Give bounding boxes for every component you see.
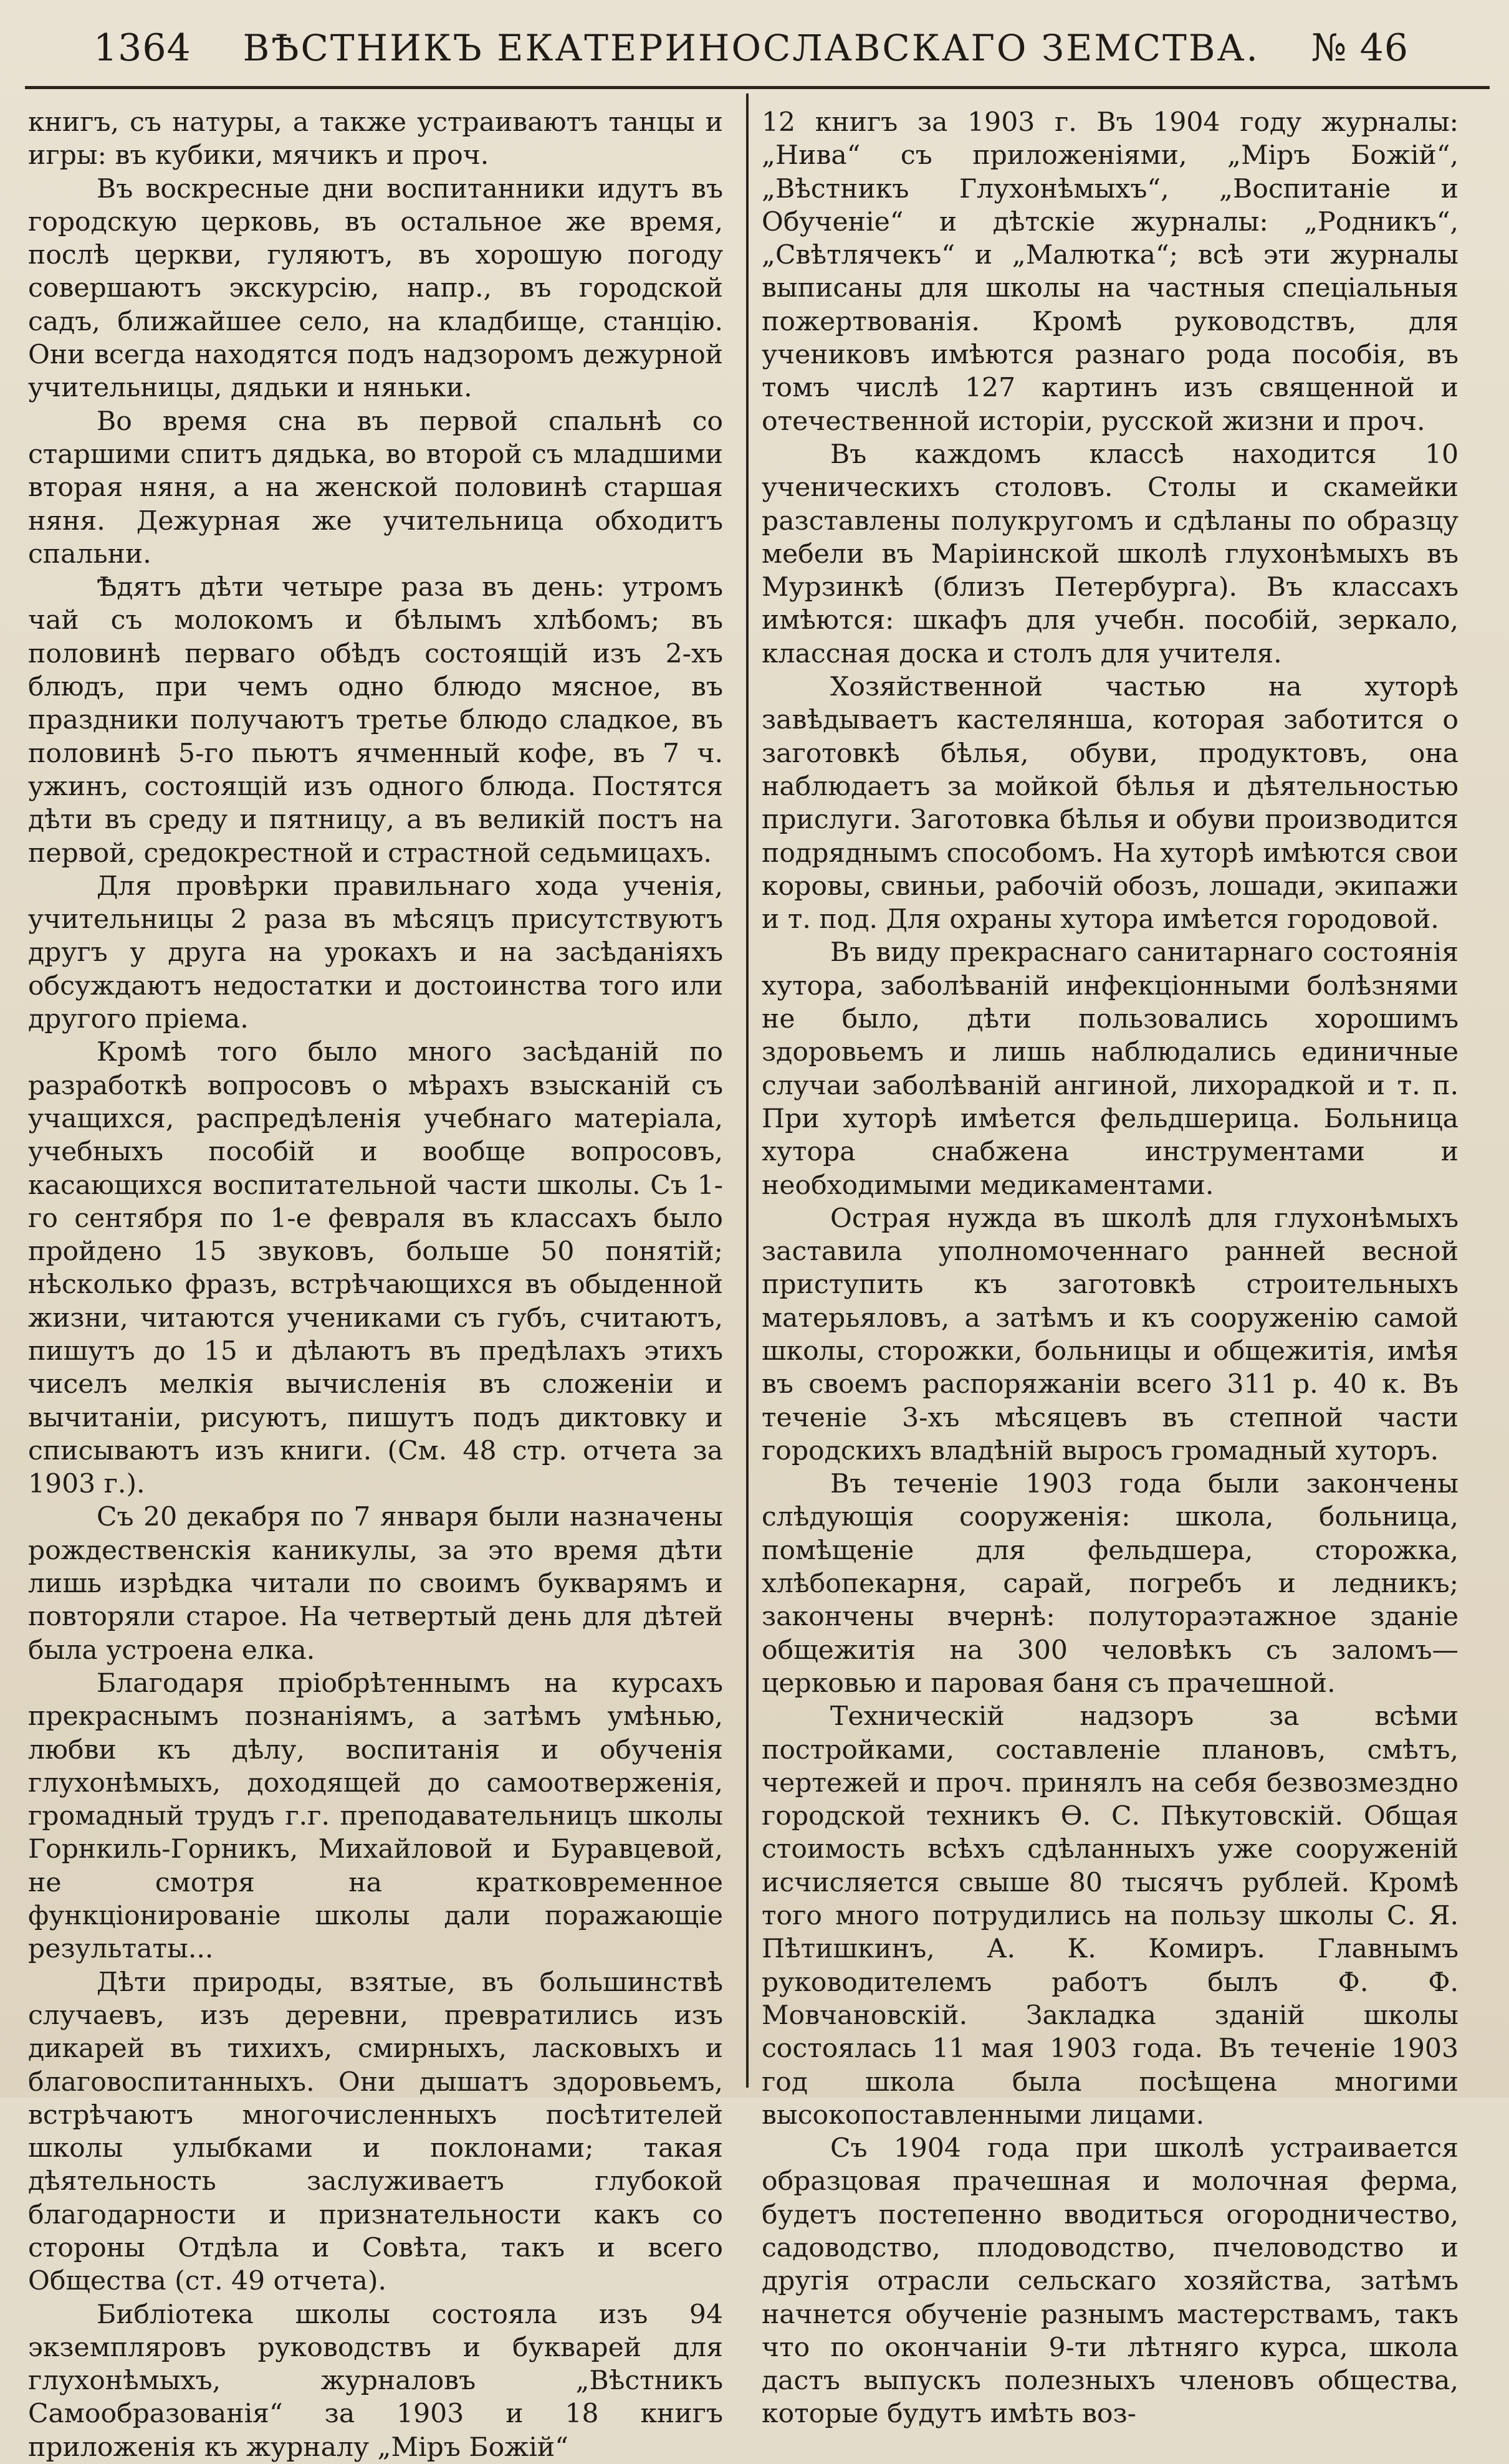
left-column (28, 106, 723, 2463)
paragraph: книгъ, съ натуры, а также устраиваютъ танцы и игры: въ кубики, мячикъ и проч. (28, 107, 723, 171)
paragraph: Техническій надзоръ за всѣми постройками, составленіе плановъ, смѣтъ, чертежей и проч. принялъ на себя безвозмездно городской техникъ Ѳ. С. Пѣкутовскій. Общая стоимость всѣхъ сдѣланныхъ уже сооруженій исчисляется свыше 80 тысячъ рублей. Кромѣ того много потрудились на пользу школы С. Я. Пѣтишкинъ, А. К. Комиръ. Главнымъ руководителемъ работъ былъ Ф. Ф. Мовчановскій. Закладка зданій школы состоялась 11 мая 1903 года. Въ теченіе 1903 год школа была посѣщена многими высокопоставленными лицами. (762, 1701, 1459, 2131)
paragraph: Дѣти природы, взятые, въ большинствѣ случаевъ, изъ деревни, превратились изъ дикарей въ тихихъ, смирныхъ, ласковыхъ и благовоспитанныхъ. Они дышатъ здоровьемъ, встрѣчаютъ многочисленныхъ посѣтителей школы улыбками и поклонами; такая дѣятельность заслуживаетъ глубокой благодарности и признательности какъ со стороны Отдѣла и Совѣта, такъ и всего Общества (ст. 49 отчета). (28, 1967, 723, 2297)
paragraph: Съ 20 декабря по 7 января были назначены рождественскія каникулы, за это время дѣти лишь изрѣдка читали по своимъ букварямъ и повторяли старое. На четвертый день для дѣтей была устроена елка. (28, 1502, 723, 1666)
paragraph: Благодаря пріобрѣтеннымъ на курсахъ прекраснымъ познаніямъ, а затѣмъ умѣнью, любви къ дѣлу, воспитанія и обученія глухонѣмыхъ, доходящей до самоотверженія, громадный трудъ г.г. преподавательницъ школы Горнкиль-Горникъ, Михайловой и Буравцевой, не смотря на кратковременное функціонированіе школы дали поражающіе результаты... (28, 1668, 723, 1965)
paragraph: Въ каждомъ классѣ находится 10 ученическихъ столовъ. Столы и скамейки разставлены полукругомъ и сдѣланы по образцу мебели въ Маріинской школѣ глухонѣмыхъ въ Мурзинкѣ (близъ Петербурга). Въ классахъ имѣются: шкафъ для учебн. пособій, зеркало, классная доска и столъ для учителя. (762, 439, 1459, 669)
paragraph: 12 книгъ за 1903 г. Въ 1904 году журналы: „Нива“ съ приложеніями, „Міръ Божій“, „Вѣстникъ Глухонѣмыхъ“, „Воспитаніе и Обученіе“ и дѣтскіе журналы: „Родникъ“, „Свѣтлячекъ“ и „Малютка“; всѣ эти журналы выписаны для школы на частныя спеціальныя пожертвованія. Кромѣ руководствъ, для учениковъ имѣются разнаго рода пособія, въ томъ числѣ 127 картинъ изъ священной и отечественной исторіи, русской жизни и проч. (762, 107, 1459, 437)
paragraph: Въ виду прекраснаго санитарнаго состоянія хутора, заболѣваній инфекціонными болѣзнями не было, дѣти пользовались хорошимъ здоровьемъ и лишь наблюдались единичные случаи заболѣваній ангиной, лихорадкой и т. п. При хуторѣ имѣется фельдшерица. Больница хутора снабжена инструментами и необходимыми медикаментами. (762, 937, 1459, 1201)
right-column (762, 106, 1459, 2430)
paragraph: Хозяйственной частью на хуторѣ завѣдываетъ кастелянша, которая заботится о заготовкѣ бѣлья, обуви, продуктовъ, она наблюдаетъ за мойкой бѣлья и дѣятельностью прислуги. Заготовка бѣлья и обуви производится подряднымъ способомъ. На хуторѣ имѣются свои коровы, свиньи, рабочій обозъ, лошади, экипажи и т. под. Для охраны хутора имѣется городовой. (762, 672, 1459, 935)
header-rule (25, 86, 1490, 89)
page-header (93, 14, 1409, 82)
paragraph: Съ 1904 года при школѣ устраивается образцовая прачешная и молочная ферма, будетъ постепенно вводиться огородничество, садоводство, плодоводство, пчеловодство и другія отрасли сельскаго хозяйства, затѣмъ начнется обученіе разнымъ мастерствамъ, такъ что по окончаніи 9-ти лѣтняго курса, школа дастъ выпускъ полезныхъ членовъ общества, которые будутъ имѣть воз- (762, 2133, 1459, 2430)
paragraph: Библіотека школы состояла изъ 94 экземпляровъ руководствъ и букварей для глухонѣмыхъ, журналовъ „Вѣстникъ Самообразованія“ за 1903 и 18 книгъ приложенія къ журналу „Міръ Божій“ (28, 2299, 723, 2463)
publication-title: ВѢСТНИКЪ ЕКАТЕРИНОСЛАВСКАГО ЗЕМСТВА. (242, 27, 1260, 69)
column-divider (746, 93, 749, 2088)
paragraph: Острая нужда въ школѣ для глухонѣмыхъ заставила уполномоченнаго ранней весной приступить къ заготовкѣ строительныхъ матерьяловъ, а затѣмъ и къ сооруженію самой школы, сторожки, больницы и общежитія, имѣя въ своемъ распоряжаніи всего 311 р. 40 к. Въ теченіе 3-хъ мѣсяцевъ въ степной части городскихъ владѣній выросъ громадный хуторъ. (762, 1203, 1459, 1466)
page-number: 1364 (93, 26, 191, 70)
paragraph: Кромѣ того было много засѣданій по разработкѣ вопросовъ о мѣрахъ взысканій съ учащихся, распредѣленія учебнаго матеріала, учебныхъ пособій и вообще вопросовъ, касающихся воспитательной части школы. Съ 1-го сентября по 1-е февраля въ классахъ было пройдено 15 звуковъ, больше 50 понятій; нѣсколько фразъ, встрѣчающихся въ обыденной жизни, читаются учениками съ губъ, считаютъ, пишутъ до 15 и дѣлаютъ въ предѣлахъ этихъ чиселъ мелкія вычисленія въ сложеніи и вычитаніи, рисуютъ, пишутъ подъ диктовку и списываютъ изъ книги. (См. 48 стр. отчета за 1903 г.). (28, 1037, 723, 1500)
paragraph: Во время сна въ первой спальнѣ со старшими спитъ дядька, во второй съ младшими вторая няня, а на женской половинѣ старшая няня. Дежурная же учительница обходитъ спальни. (28, 406, 723, 570)
paragraph: Ѣдятъ дѣти четыре раза въ день: утромъ чай съ молокомъ и бѣлымъ хлѣбомъ; въ половинѣ перваго обѣдъ состоящій изъ 2-хъ блюдъ, при чемъ одно блюдо мясное, въ праздники получаютъ третье блюдо сладкое, въ половинѣ 5-го пьютъ ячменный кофе, въ 7 ч. ужинъ, состоящій изъ одного блюда. Постятся дѣти въ среду и пятницу, а въ великій постъ на первой, средокрестной и страстной седьмицахъ. (28, 572, 723, 869)
paragraph: Въ теченіе 1903 года были закончены слѣдующія сооруженія: школа, больница, помѣщеніе для фельдшера, сторожка, хлѣбопекарня, сарай, погребъ и ледникъ; закончены вчернѣ: полутораэтажное зданіе общежитія на 300 человѣкъ съ заломъ—церковью и паровая баня съ прачешной. (762, 1469, 1459, 1699)
paragraph: Въ воскресные дни воспитанники идутъ въ городскую церковь, въ остальное же время, послѣ церкви, гуляютъ, въ хорошую погоду совершаютъ экскурсію, напр., въ городской садъ, ближайшее село, на кладбище, станцію. Они всегда находятся подъ надзоромъ дежурной учительницы, дядьки и няньки. (28, 173, 723, 404)
issue-number: № 46 (1311, 26, 1409, 70)
paragraph: Для провѣрки правильнаго хода ученія, учительницы 2 раза въ мѣсяцъ присутствуютъ другъ у друга на урокахъ и на засѣданіяхъ обсуждаютъ недостатки и достоинства того или другого пріема. (28, 871, 723, 1035)
